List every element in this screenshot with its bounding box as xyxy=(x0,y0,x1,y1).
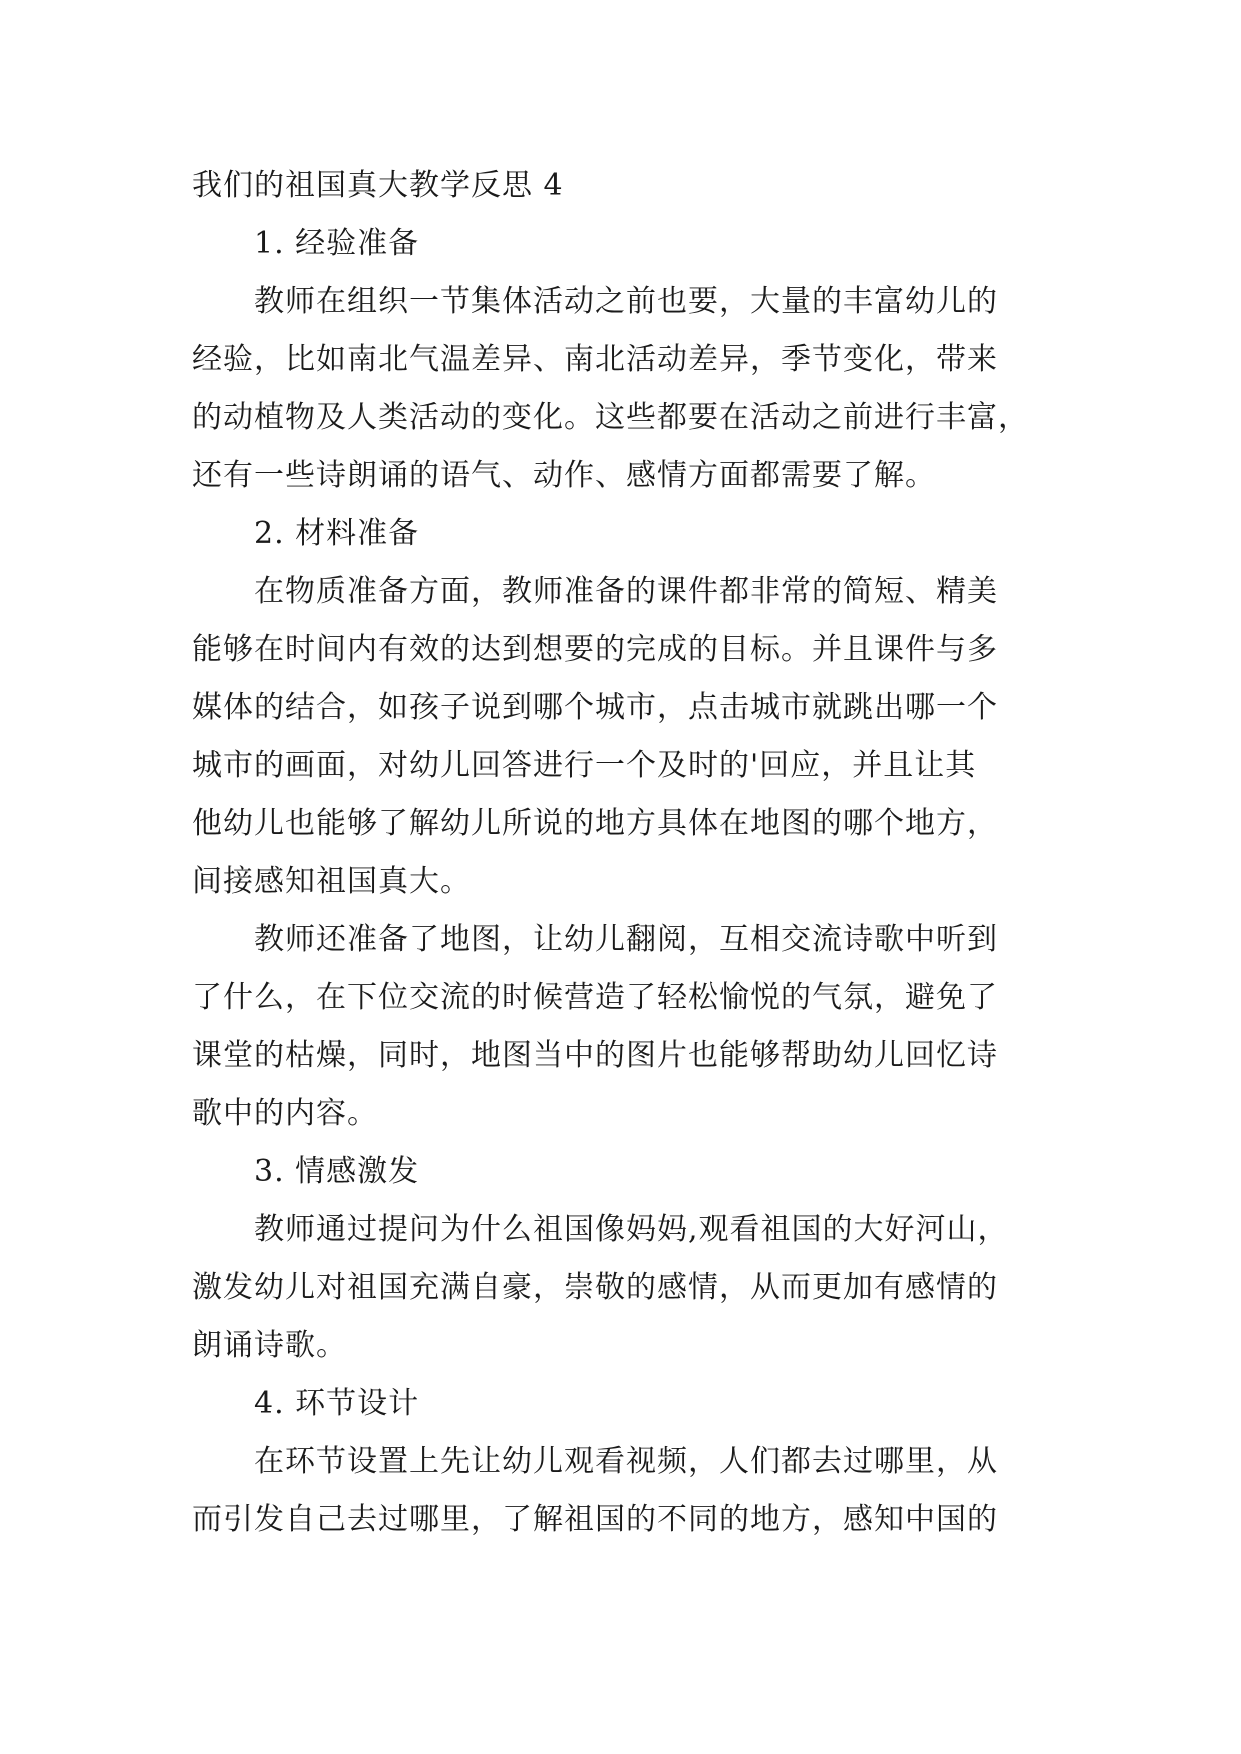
paragraph-line: 教师通过提问为什么祖国像妈妈,观看祖国的大好河山， xyxy=(254,1212,1009,1247)
paragraph-line: 而引发自己去过哪里，了解祖国的不同的地方，感知中国的 xyxy=(192,1502,998,1537)
section-heading-experience: 1. 经验准备 xyxy=(254,226,420,261)
paragraph-line: 朗诵诗歌。 xyxy=(192,1328,347,1363)
section-heading-emotion: 3. 情感激发 xyxy=(254,1154,420,1189)
paragraph-line: 能够在时间内有效的达到想要的完成的目标。并且课件与多 xyxy=(192,632,998,667)
paragraph-line: 的动植物及人类活动的变化。这些都要在活动之前进行丰富， xyxy=(192,400,1029,435)
paragraph-line: 他幼儿也能够了解幼儿所说的地方具体在地图的哪个地方， xyxy=(192,806,998,841)
paragraph-line: 媒体的结合，如孩子说到哪个城市，点击城市就跳出哪一个 xyxy=(192,690,998,725)
paragraph-line: 歌中的内容。 xyxy=(192,1096,378,1131)
paragraph-line: 课堂的枯燥，同时，地图当中的图片也能够帮助幼儿回忆诗 xyxy=(192,1038,998,1073)
paragraph-line: 还有一些诗朗诵的语气、动作、感情方面都需要了解。 xyxy=(192,458,936,493)
paragraph-line: 激发幼儿对祖国充满自豪，崇敬的感情，从而更加有感情的 xyxy=(192,1270,998,1305)
paragraph-line: 经验，比如南北气温差异、南北活动差异，季节变化，带来 xyxy=(192,342,998,377)
paragraph-line: 教师在组织一节集体活动之前也要，大量的丰富幼儿的 xyxy=(254,284,998,319)
paragraph-line: 了什么，在下位交流的时候营造了轻松愉悦的气氛，避免了 xyxy=(192,980,998,1015)
paragraph-line: 城市的画面，对幼儿回答进行一个及时的'回应，并且让其 xyxy=(192,748,977,783)
paragraph-line: 在物质准备方面，教师准备的课件都非常的简短、精美 xyxy=(254,574,998,609)
paragraph-line: 教师还准备了地图，让幼儿翻阅，互相交流诗歌中听到 xyxy=(254,922,998,957)
paragraph-line: 间接感知祖国真大。 xyxy=(192,864,471,899)
paragraph-line: 在环节设置上先让幼儿观看视频，人们都去过哪里，从 xyxy=(254,1444,998,1479)
section-heading-design: 4. 环节设计 xyxy=(254,1386,420,1421)
document-title: 我们的祖国真大教学反思 4 xyxy=(192,168,564,203)
section-heading-materials: 2. 材料准备 xyxy=(254,516,420,551)
